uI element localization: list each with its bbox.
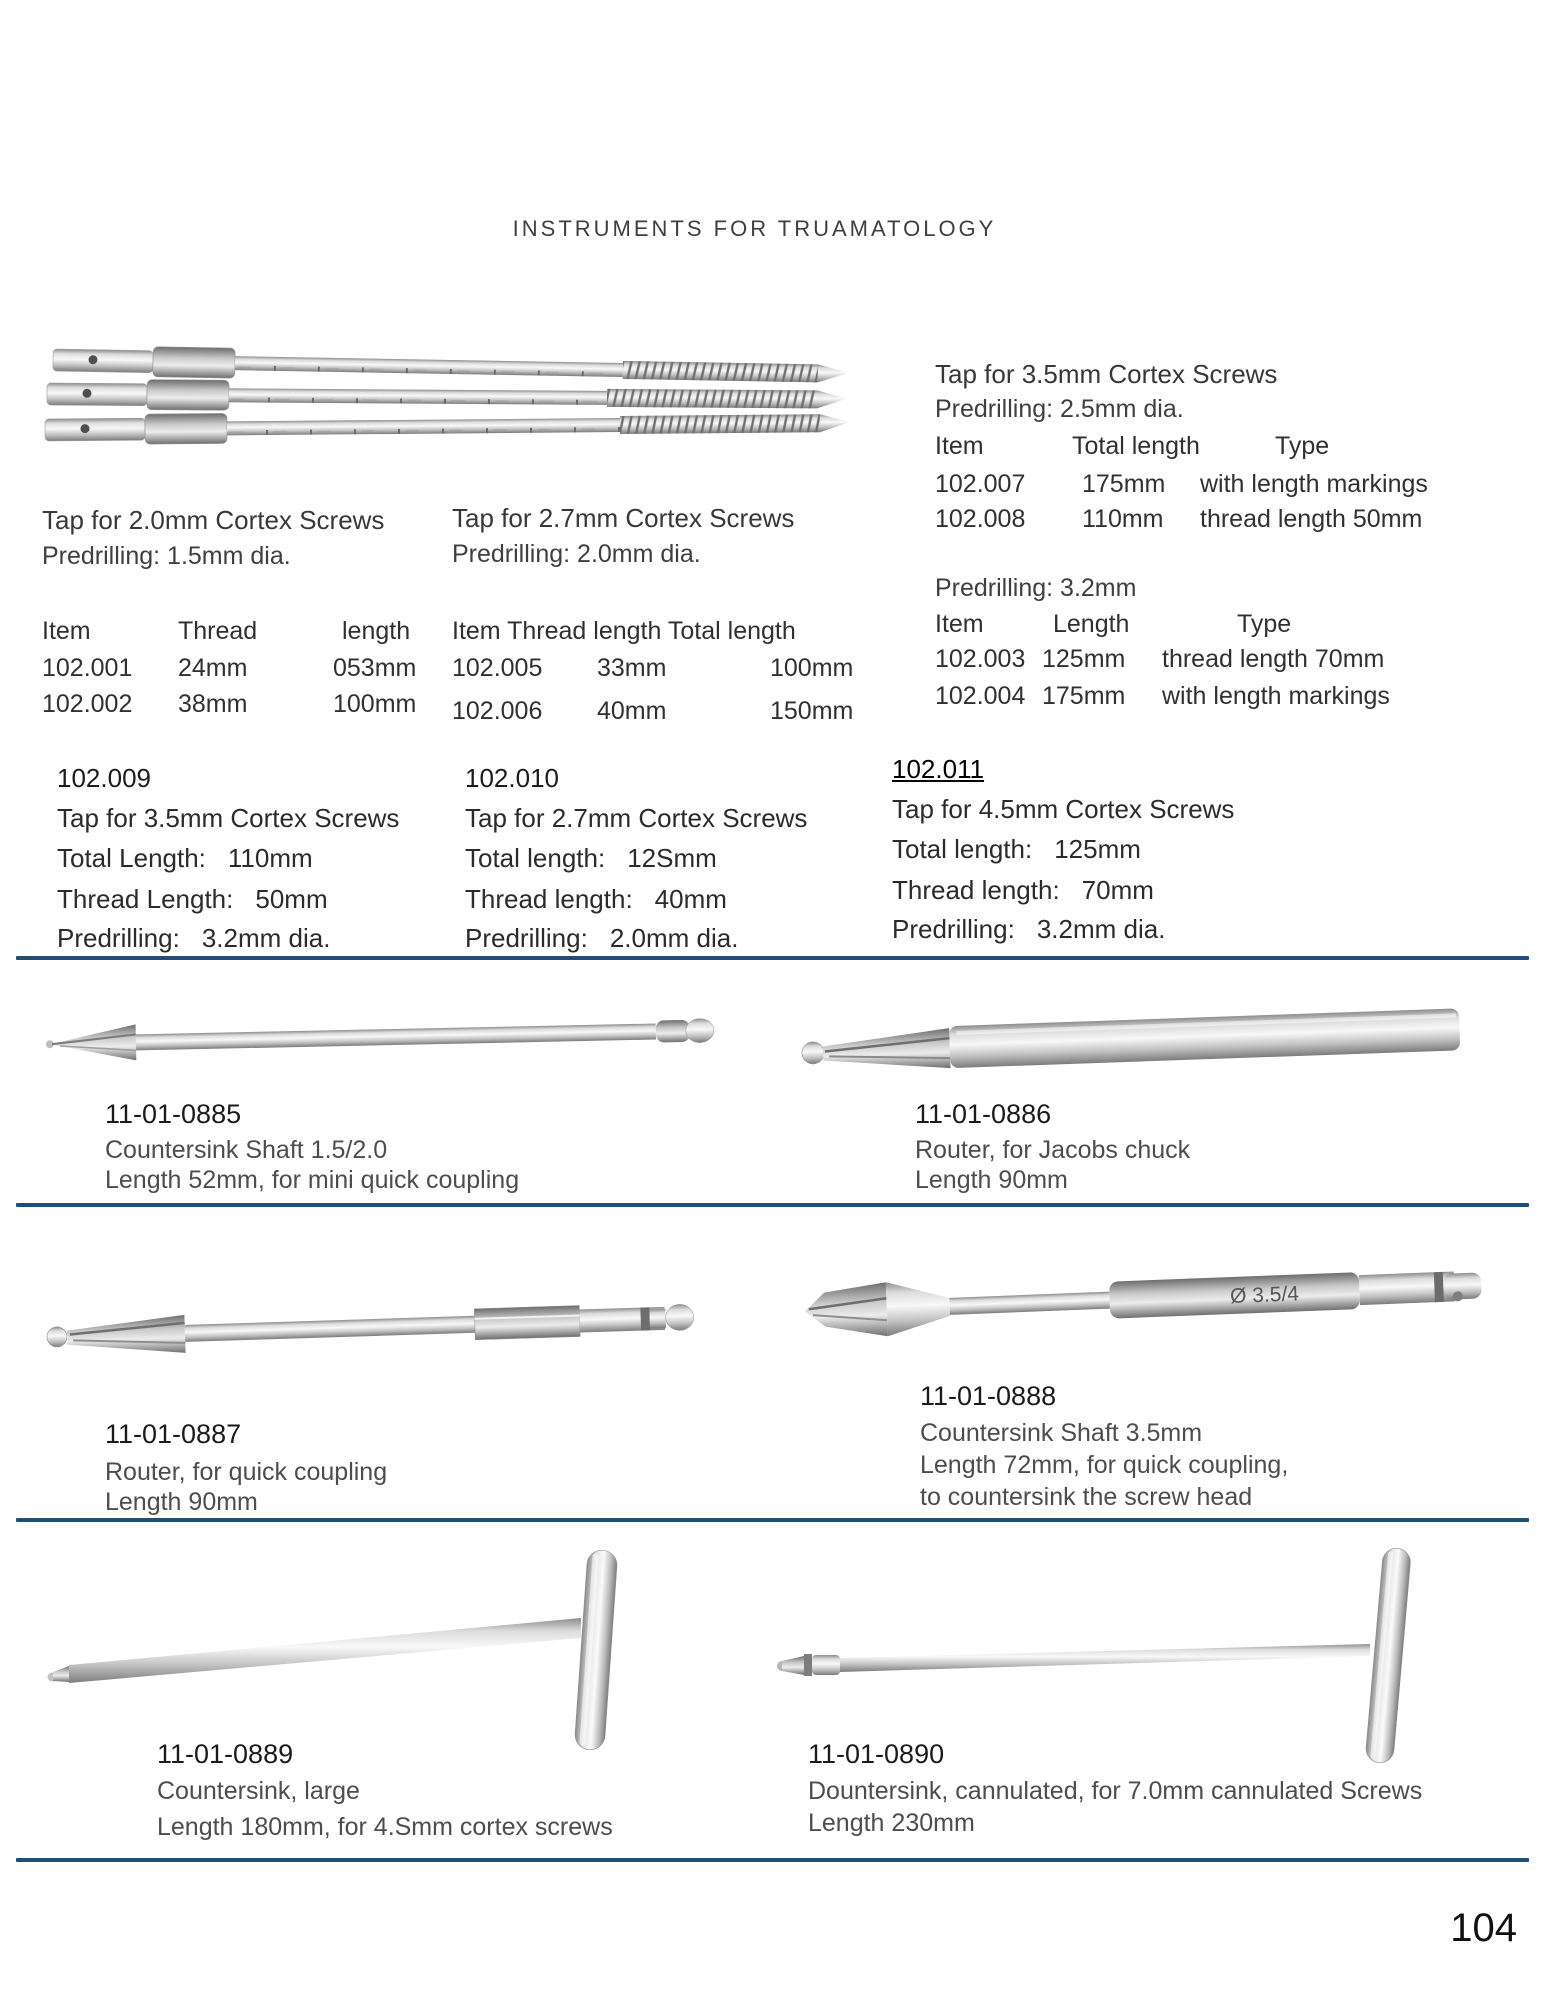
spec-label: Total length: <box>465 843 606 873</box>
spec-total-length <box>892 836 1141 862</box>
countersink-shaft-photo-0888 <box>795 1235 1495 1360</box>
spec-value: 50mm <box>255 884 328 914</box>
taps-photo <box>35 330 875 500</box>
table-row <box>452 656 872 686</box>
header-length: Length <box>1053 610 1130 638</box>
length-cell: 175mm <box>1042 682 1126 710</box>
spec-predrilling <box>57 925 330 951</box>
header-item: Item <box>42 617 91 645</box>
tap35-section <box>935 361 1495 761</box>
spec-total-length <box>57 845 313 871</box>
thread-cell: 38mm <box>178 690 248 718</box>
tap-3 <box>45 408 850 445</box>
product-desc-line: to countersink the screw head <box>920 1483 1253 1511</box>
predrilling-line: Predrilling: 2.5mm dia. <box>935 395 1184 423</box>
predrilling-line: Predrilling: 1.5mm dia. <box>42 542 291 570</box>
total-length-cell: 175mm <box>1082 470 1166 498</box>
table-row <box>935 472 1495 502</box>
thread-cell: 40mm <box>597 697 667 725</box>
item-cell: 102.004 <box>935 682 1026 710</box>
countersink-photo-0890 <box>770 1528 1470 1773</box>
product-desc-line: Router, for Jacobs chuck <box>915 1136 1191 1164</box>
spec-predrilling <box>892 916 1165 942</box>
item-cell: 102.005 <box>452 654 543 682</box>
header-type: Type <box>1237 610 1292 638</box>
tap27-section <box>452 505 872 745</box>
product-code: 11-01-0890 <box>808 1739 945 1769</box>
product-code: 11-01-0887 <box>105 1419 242 1449</box>
product-desc-line: Dountersink, cannulated, for 7.0mm cannulated Screws <box>808 1777 1423 1805</box>
header-item: Item <box>935 610 984 638</box>
spec-102011 <box>892 756 1312 956</box>
item-cell: 102.003 <box>935 645 1026 673</box>
header-length: length <box>342 617 411 645</box>
spec-value: 70mm <box>1081 875 1154 905</box>
predrilling-line: Predrilling: 3.2mm <box>935 574 1137 602</box>
spec-predrilling <box>465 925 738 951</box>
spec-label: Thread length: <box>465 884 633 914</box>
section-divider <box>16 956 1529 960</box>
product-desc-line: Length 90mm <box>915 1166 1068 1194</box>
total-length-cell: 100mm <box>770 654 854 682</box>
total-length-cell: 110mm <box>1082 505 1164 533</box>
table-row <box>935 684 1495 714</box>
spec-title: Tap for 3.5mm Cortex Screws <box>57 803 400 833</box>
product-desc-line: Router, for quick coupling <box>105 1458 388 1486</box>
spec-label: Total Length: <box>57 843 206 873</box>
spec-item-code: 102.011 <box>892 754 985 784</box>
countersink-shaft-photo-0885 <box>40 1000 740 1090</box>
product-desc-line: Length 72mm, for quick coupling, <box>920 1451 1289 1479</box>
type-cell: with length markings <box>1162 682 1390 710</box>
product-desc-line: Length 90mm <box>105 1488 258 1516</box>
spec-title: Tap for 2.7mm Cortex Screws <box>465 803 808 833</box>
spec-value: 3.2mm dia. <box>1036 914 1166 944</box>
spec-value: 12Smm <box>627 843 717 873</box>
spec-102009 <box>57 765 457 965</box>
t-handle <box>1365 1547 1412 1764</box>
total-length-cell: 150mm <box>770 697 854 725</box>
thread-cell: 24mm <box>178 654 248 682</box>
section-title: Tap for 2.0mm Cortex Screws <box>42 505 385 535</box>
header-item: Item <box>935 432 984 460</box>
spec-label: Total length: <box>892 834 1033 864</box>
spec-label: Thread length: <box>892 875 1060 905</box>
spec-thread-length <box>465 886 727 912</box>
thread-cell: 33mm <box>597 654 667 682</box>
product-desc-line: Length 180mm, for 4.Smm cortex screws <box>157 1813 613 1841</box>
item-cell: 102.007 <box>935 470 1026 498</box>
table-header <box>935 612 1495 642</box>
header-thread: Thread <box>178 617 258 645</box>
length-cell: 125mm <box>1042 645 1126 673</box>
table-row <box>935 647 1495 677</box>
spec-value: 40mm <box>654 884 727 914</box>
section-divider <box>16 1858 1529 1862</box>
table-row <box>42 656 462 686</box>
shaft-engraving: Ø 3.5/4 <box>1229 1282 1300 1309</box>
router-photo-0887 <box>40 1275 740 1390</box>
spec-value: 110mm <box>227 843 313 873</box>
type-cell: thread length 70mm <box>1162 645 1385 673</box>
item-cell: 102.002 <box>42 690 133 718</box>
spec-value: 3.2mm dia. <box>201 923 331 953</box>
tap-2 <box>47 379 847 415</box>
predrilling-line: Predrilling: 2.0mm dia. <box>452 540 701 568</box>
product-code: 11-01-0888 <box>920 1381 1057 1411</box>
item-cell: 102.001 <box>42 654 133 682</box>
page-number: 104 <box>1450 1906 1517 1950</box>
spec-label: Predrilling: <box>465 923 588 953</box>
product-desc-line: Countersink, large <box>157 1777 360 1805</box>
table-row <box>42 692 462 722</box>
product-desc-line: Countersink Shaft 1.5/2.0 <box>105 1136 388 1164</box>
spec-value: 2.0mm dia. <box>609 923 739 953</box>
section-divider <box>16 1518 1529 1522</box>
table-row <box>452 699 872 729</box>
section-divider <box>16 1203 1529 1207</box>
spec-102010 <box>465 765 865 965</box>
router-photo-0886 <box>795 995 1490 1100</box>
length-cell: 100mm <box>333 690 417 718</box>
product-desc-line: Length 230mm <box>808 1809 975 1837</box>
header-total-length: Total length <box>1072 432 1200 460</box>
product-code: 11-01-0886 <box>915 1099 1052 1129</box>
spec-item-code: 102.009 <box>57 763 151 793</box>
countersink-photo-0889 <box>45 1542 705 1767</box>
section-title: Tap for 2.7mm Cortex Screws <box>452 503 795 533</box>
spec-thread-length <box>892 877 1154 903</box>
type-cell: thread length 50mm <box>1200 505 1423 533</box>
header-type: Type <box>1275 432 1330 460</box>
item-cell: 102.008 <box>935 505 1026 533</box>
spec-thread-length <box>57 886 328 912</box>
product-desc-line: Countersink Shaft 3.5mm <box>920 1419 1203 1447</box>
type-cell: with length markings <box>1200 470 1428 498</box>
spec-item-code: 102.010 <box>465 763 559 793</box>
header-line: Item Thread length Total length <box>452 617 796 645</box>
spec-total-length <box>465 845 717 871</box>
product-desc-line: Length 52mm, for mini quick coupling <box>105 1166 520 1194</box>
tap20-section <box>42 507 462 737</box>
item-cell: 102.006 <box>452 697 543 725</box>
table-row <box>935 507 1495 537</box>
table-header <box>42 619 462 649</box>
spec-label: Predrilling: <box>892 914 1015 944</box>
spec-value: 125mm <box>1054 834 1141 864</box>
section-title: Tap for 3.5mm Cortex Screws <box>935 359 1278 389</box>
spec-label: Predrilling: <box>57 923 180 953</box>
product-code: 11-01-0889 <box>157 1739 294 1769</box>
t-handle <box>574 1549 618 1751</box>
table-header <box>935 434 1495 464</box>
length-cell: 053mm <box>333 654 417 682</box>
page-title: INSTRUMENTS FOR TRUAMATOLOGY <box>512 216 997 241</box>
spec-label: Thread Length: <box>57 884 234 914</box>
product-code: 11-01-0885 <box>105 1099 242 1129</box>
table-header <box>452 619 872 649</box>
spec-title: Tap for 4.5mm Cortex Screws <box>892 794 1235 824</box>
